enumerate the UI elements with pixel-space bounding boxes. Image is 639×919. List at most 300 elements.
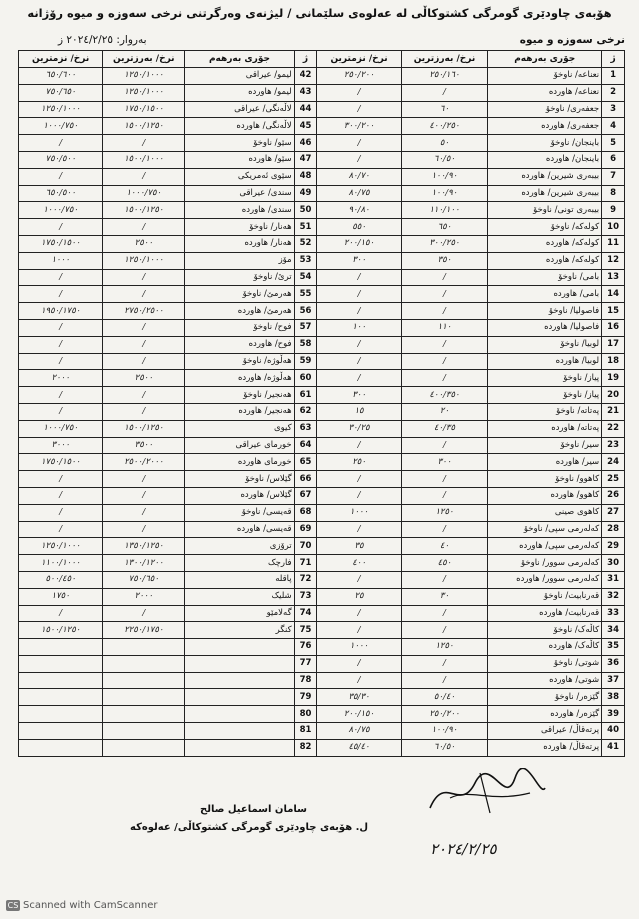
left-high-cell: ١٢٥٠/١٠٠٠ — [103, 252, 185, 269]
right-type-cell: بیبەری شیرین/ هاوردە — [488, 185, 602, 202]
right-low-cell: ٣٠٠/٢٠٠ — [317, 118, 401, 135]
right-num-cell: 27 — [602, 504, 625, 521]
left-high-cell — [103, 723, 185, 740]
left-type-cell: قەیسی/ هاوردە — [185, 521, 294, 538]
col-low-right: نرخ/ نزمترین — [317, 51, 401, 68]
right-high-cell: ٦٠/٥٠ — [401, 151, 488, 168]
signature-icon — [420, 768, 550, 818]
left-num-cell: 79 — [294, 689, 317, 706]
right-type-cell: باینجان/ هاوردە — [488, 151, 602, 168]
table-row — [19, 303, 625, 320]
right-high-cell: ٤٠ — [401, 538, 488, 555]
table-row — [19, 723, 625, 740]
table-row — [19, 487, 625, 504]
left-type-cell: سێوی ئەمریکی — [185, 168, 294, 185]
left-high-cell — [103, 639, 185, 656]
left-num-cell: 58 — [294, 336, 317, 353]
right-high-cell: ٣٠٠/٢٥٠ — [401, 235, 488, 252]
left-num-cell: 65 — [294, 454, 317, 471]
right-type-cell: پیاز/ ناوخۆ — [488, 370, 602, 387]
right-num-cell: 10 — [602, 219, 625, 236]
right-num-cell: 29 — [602, 538, 625, 555]
left-num-cell: 42 — [294, 68, 317, 85]
left-high-cell: / — [103, 168, 185, 185]
right-num-cell: 28 — [602, 521, 625, 538]
left-num-cell: 55 — [294, 286, 317, 303]
left-low-cell: ١٠٠٠/٧٥٠ — [19, 118, 103, 135]
right-high-cell: ٣٥٠ — [401, 252, 488, 269]
left-low-cell: / — [19, 286, 103, 303]
right-low-cell: ٢٥ — [317, 588, 401, 605]
left-low-cell — [19, 739, 103, 756]
left-num-cell: 60 — [294, 370, 317, 387]
right-high-cell: ٥٠/٤٠ — [401, 689, 488, 706]
left-low-cell: ١٧٥٠/١٥٠٠ — [19, 454, 103, 471]
left-high-cell: ٣٥٠٠ — [103, 437, 185, 454]
table-header-row — [19, 51, 625, 68]
right-type-cell: لوبیا/ هاوردە — [488, 353, 602, 370]
left-num-cell: 44 — [294, 101, 317, 118]
left-high-cell — [103, 706, 185, 723]
left-num-cell: 81 — [294, 723, 317, 740]
right-high-cell: / — [401, 437, 488, 454]
left-type-cell: هەرمێ/ ناوخۆ — [185, 286, 294, 303]
right-num-cell: 8 — [602, 185, 625, 202]
left-low-cell — [19, 639, 103, 656]
left-low-cell: ١٠٠٠ — [19, 252, 103, 269]
table-row — [19, 571, 625, 588]
right-high-cell: / — [401, 622, 488, 639]
table-row — [19, 185, 625, 202]
right-num-cell: 23 — [602, 437, 625, 454]
table-row — [19, 471, 625, 488]
table-row — [19, 286, 625, 303]
right-type-cell: بامی/ هاوردە — [488, 286, 602, 303]
right-type-cell: نعناعە/ هاوردە — [488, 84, 602, 101]
table-row — [19, 588, 625, 605]
left-high-cell: ١٣٥٠/١٢٥٠ — [103, 538, 185, 555]
table-row — [19, 504, 625, 521]
col-num-left: ژ — [294, 51, 317, 68]
left-type-cell: هەنجیر/ ناوخۆ — [185, 387, 294, 404]
right-type-cell: باینجان/ ناوخۆ — [488, 135, 602, 152]
right-low-cell: / — [317, 605, 401, 622]
table-row — [19, 555, 625, 572]
right-num-cell: 11 — [602, 235, 625, 252]
left-type-cell — [185, 655, 294, 672]
table-row — [19, 403, 625, 420]
left-num-cell: 51 — [294, 219, 317, 236]
right-type-cell: کەلەرمی سوور/ ناوخۆ — [488, 555, 602, 572]
right-high-cell: / — [401, 571, 488, 588]
left-type-cell: هەنار/ هاوردە — [185, 235, 294, 252]
left-num-cell: 56 — [294, 303, 317, 320]
left-low-cell: / — [19, 168, 103, 185]
table-row — [19, 219, 625, 236]
right-num-cell: 34 — [602, 622, 625, 639]
table-row — [19, 269, 625, 286]
left-type-cell: مۆز — [185, 252, 294, 269]
left-high-cell: / — [103, 521, 185, 538]
right-type-cell: قەرنابیت/ هاوردە — [488, 605, 602, 622]
right-num-cell: 22 — [602, 420, 625, 437]
left-num-cell: 64 — [294, 437, 317, 454]
left-high-cell: ١٥٠٠/١٢٥٠ — [103, 420, 185, 437]
right-high-cell: ٤٠٠/٢٥٠ — [401, 118, 488, 135]
left-low-cell: ٦٥٠/٦٠٠ — [19, 68, 103, 85]
table-row — [19, 118, 625, 135]
right-low-cell: / — [317, 437, 401, 454]
left-high-cell — [103, 672, 185, 689]
left-low-cell: ٦٥٠/٥٠٠ — [19, 185, 103, 202]
right-num-cell: 3 — [602, 101, 625, 118]
right-type-cell: بیبەری تونی/ ناوخۆ — [488, 202, 602, 219]
left-high-cell: ٢٥٠٠ — [103, 370, 185, 387]
right-num-cell: 19 — [602, 370, 625, 387]
left-num-cell: 80 — [294, 706, 317, 723]
table-row — [19, 739, 625, 756]
right-type-cell: کاڵەک/ هاوردە — [488, 639, 602, 656]
right-type-cell: گێزەر/ ناوخۆ — [488, 689, 602, 706]
left-type-cell: خورمای عیراقی — [185, 437, 294, 454]
left-type-cell: ترۆزی — [185, 538, 294, 555]
left-num-cell: 73 — [294, 588, 317, 605]
left-num-cell: 46 — [294, 135, 317, 152]
left-high-cell: ٢٧٥٠/٢٥٠٠ — [103, 303, 185, 320]
table-row — [19, 353, 625, 370]
left-num-cell: 72 — [294, 571, 317, 588]
table-row — [19, 437, 625, 454]
right-type-cell: لوبیا/ ناوخۆ — [488, 336, 602, 353]
left-type-cell — [185, 639, 294, 656]
left-type-cell: هەنجیر/ هاوردە — [185, 403, 294, 420]
right-high-cell: / — [401, 286, 488, 303]
right-type-cell: کەلەرمی سپی/ ناوخۆ — [488, 521, 602, 538]
right-high-cell: ٤٠٠/٣٥٠ — [401, 387, 488, 404]
left-num-cell: 66 — [294, 471, 317, 488]
left-type-cell: خورمای هاوردە — [185, 454, 294, 471]
right-num-cell: 38 — [602, 689, 625, 706]
right-type-cell: کاهوو/ هاوردە — [488, 487, 602, 504]
right-type-cell: فاصولیا/ ناوخۆ — [488, 303, 602, 320]
left-type-cell — [185, 739, 294, 756]
right-low-cell: ٣٠٠ — [317, 387, 401, 404]
left-type-cell: کیوی — [185, 420, 294, 437]
left-high-cell: / — [103, 471, 185, 488]
left-high-cell: / — [103, 504, 185, 521]
left-high-cell: ٢٢٥٠/١٧٥٠ — [103, 622, 185, 639]
left-num-cell: 45 — [294, 118, 317, 135]
right-low-cell: ٢٠٠/١٥٠ — [317, 235, 401, 252]
table-row — [19, 420, 625, 437]
right-high-cell: / — [401, 353, 488, 370]
table-row — [19, 135, 625, 152]
right-num-cell: 30 — [602, 555, 625, 572]
right-low-cell: / — [317, 622, 401, 639]
left-type-cell: هەرمێ/ هاوردە — [185, 303, 294, 320]
right-num-cell: 35 — [602, 639, 625, 656]
right-num-cell: 17 — [602, 336, 625, 353]
table-row — [19, 521, 625, 538]
left-num-cell: 82 — [294, 739, 317, 756]
left-num-cell: 75 — [294, 622, 317, 639]
table-row — [19, 622, 625, 639]
left-num-cell: 49 — [294, 185, 317, 202]
right-low-cell: ١٠٠٠ — [317, 639, 401, 656]
table-row — [19, 672, 625, 689]
left-high-cell: ١٣٠٠/١٢٠٠ — [103, 555, 185, 572]
left-high-cell: / — [103, 269, 185, 286]
table-row — [19, 252, 625, 269]
right-high-cell: / — [401, 605, 488, 622]
left-type-cell: سێو/ ناوخۆ — [185, 135, 294, 152]
right-high-cell: ٢٠ — [401, 403, 488, 420]
left-high-cell: ١٥٠٠/١٢٥٠ — [103, 202, 185, 219]
table-row — [19, 68, 625, 85]
right-high-cell: / — [401, 269, 488, 286]
left-num-cell: 59 — [294, 353, 317, 370]
right-num-cell: 39 — [602, 706, 625, 723]
left-low-cell: ١٢٥٠/١٠٠٠ — [19, 101, 103, 118]
left-high-cell: / — [103, 403, 185, 420]
right-num-cell: 16 — [602, 319, 625, 336]
right-low-cell: / — [317, 286, 401, 303]
right-low-cell: ١٥ — [317, 403, 401, 420]
right-type-cell: کەلەرمی سپی/ هاوردە — [488, 538, 602, 555]
left-high-cell: ٢٥٠٠/٢٠٠٠ — [103, 454, 185, 471]
table-row — [19, 336, 625, 353]
right-high-cell: ٢٥٠/٢٠٠ — [401, 706, 488, 723]
left-type-cell — [185, 672, 294, 689]
left-low-cell: ١٢٥٠/١٠٠٠ — [19, 538, 103, 555]
right-num-cell: 4 — [602, 118, 625, 135]
left-high-cell: / — [103, 336, 185, 353]
left-low-cell: ١١٠٠/١٠٠٠ — [19, 555, 103, 572]
right-low-cell: / — [317, 151, 401, 168]
left-type-cell: سندی/ هاوردە — [185, 202, 294, 219]
right-high-cell: ٤٥٠ — [401, 555, 488, 572]
right-high-cell: / — [401, 487, 488, 504]
right-high-cell: ١٠٠/٩٠ — [401, 168, 488, 185]
left-num-cell: 63 — [294, 420, 317, 437]
scanner-watermark — [6, 900, 158, 911]
right-type-cell: پرتەقاڵ/ عیراقی — [488, 723, 602, 740]
right-type-cell: قەرنابیت/ ناوخۆ — [488, 588, 602, 605]
left-low-cell: ٧٥٠/٦٥٠ — [19, 84, 103, 101]
left-low-cell: ١٧٥٠ — [19, 588, 103, 605]
table-row — [19, 370, 625, 387]
left-low-cell: ١٠٠٠/٧٥٠ — [19, 202, 103, 219]
left-low-cell: / — [19, 319, 103, 336]
right-type-cell: کاهوی صینی — [488, 504, 602, 521]
right-type-cell: کاهوو/ ناوخۆ — [488, 471, 602, 488]
left-high-cell: / — [103, 135, 185, 152]
left-low-cell — [19, 655, 103, 672]
right-type-cell: شوتی/ ناوخۆ — [488, 655, 602, 672]
table-row — [19, 84, 625, 101]
right-low-cell: / — [317, 655, 401, 672]
right-num-cell: 24 — [602, 454, 625, 471]
right-type-cell: سیر/ هاوردە — [488, 454, 602, 471]
table-row — [19, 454, 625, 471]
right-num-cell: 5 — [602, 135, 625, 152]
right-num-cell: 13 — [602, 269, 625, 286]
right-low-cell: ٣٠٠ — [317, 252, 401, 269]
right-high-cell: ١٠٠/٩٠ — [401, 723, 488, 740]
right-low-cell: / — [317, 521, 401, 538]
left-high-cell: ٧٥٠/٦٥٠ — [103, 571, 185, 588]
left-num-cell: 62 — [294, 403, 317, 420]
right-high-cell: ١١٠/١٠٠ — [401, 202, 488, 219]
right-high-cell: ٥٠ — [401, 135, 488, 152]
left-num-cell: 78 — [294, 672, 317, 689]
right-type-cell: گێزەر/ هاوردە — [488, 706, 602, 723]
left-num-cell: 70 — [294, 538, 317, 555]
right-low-cell: / — [317, 84, 401, 101]
right-low-cell: ٢٥٠/٢٠٠ — [317, 68, 401, 85]
right-num-cell: 33 — [602, 605, 625, 622]
watermark-text: Scanned with CamScanner — [23, 900, 158, 911]
left-type-cell: هەڵوژە/ هاوردە — [185, 370, 294, 387]
left-high-cell: / — [103, 319, 185, 336]
left-low-cell: ١٥٠٠/١٢٥٠ — [19, 622, 103, 639]
left-low-cell: / — [19, 605, 103, 622]
left-high-cell: / — [103, 353, 185, 370]
price-table — [18, 50, 625, 757]
right-high-cell: ٣٠٠ — [401, 454, 488, 471]
left-high-cell: ١٢٥٠/١٠٠٠ — [103, 68, 185, 85]
right-num-cell: 18 — [602, 353, 625, 370]
right-low-cell: ٥٥٠ — [317, 219, 401, 236]
left-low-cell: ٣٠٠٠ — [19, 437, 103, 454]
right-low-cell: / — [317, 471, 401, 488]
right-low-cell: / — [317, 672, 401, 689]
right-low-cell: / — [317, 370, 401, 387]
right-num-cell: 9 — [602, 202, 625, 219]
table-row — [19, 639, 625, 656]
left-low-cell: / — [19, 521, 103, 538]
right-high-cell: / — [401, 471, 488, 488]
right-type-cell: فاصولیا/ هاوردە — [488, 319, 602, 336]
col-type-left: جۆری بەرهەم — [185, 51, 294, 68]
right-low-cell: ٣٥ — [317, 538, 401, 555]
right-num-cell: 7 — [602, 168, 625, 185]
left-type-cell: سێو/ هاوردە — [185, 151, 294, 168]
left-num-cell: 69 — [294, 521, 317, 538]
table-row — [19, 387, 625, 404]
right-type-cell: جعفەری/ ناوخۆ — [488, 101, 602, 118]
right-type-cell: کەلەرمی سوور/ هاوردە — [488, 571, 602, 588]
left-type-cell: شلیک — [185, 588, 294, 605]
left-type-cell: فوح/ هاوردە — [185, 336, 294, 353]
right-type-cell: بامی/ ناوخۆ — [488, 269, 602, 286]
left-low-cell: ٢٠٠٠ — [19, 370, 103, 387]
right-low-cell: ١٠٠٠ — [317, 504, 401, 521]
right-type-cell: کاڵەک/ ناوخۆ — [488, 622, 602, 639]
right-low-cell: ٢٥٠ — [317, 454, 401, 471]
right-high-cell: / — [401, 655, 488, 672]
left-low-cell: ١٧٥٠/١٥٠٠ — [19, 235, 103, 252]
left-num-cell: 68 — [294, 504, 317, 521]
left-type-cell: هەنار/ ناوخۆ — [185, 219, 294, 236]
right-num-cell: 31 — [602, 571, 625, 588]
left-high-cell — [103, 739, 185, 756]
right-type-cell: کولەکە/ هاوردە — [488, 235, 602, 252]
left-num-cell: 50 — [294, 202, 317, 219]
right-high-cell: ١٢٥٠ — [401, 504, 488, 521]
left-num-cell: 71 — [294, 555, 317, 572]
col-type-right: جۆری بەرهەم — [488, 51, 602, 68]
left-type-cell: گێلاس/ ناوخۆ — [185, 471, 294, 488]
left-low-cell — [19, 689, 103, 706]
right-num-cell: 25 — [602, 471, 625, 488]
left-type-cell: کنگر — [185, 622, 294, 639]
right-low-cell: ٤٠٠ — [317, 555, 401, 572]
right-num-cell: 40 — [602, 723, 625, 740]
right-high-cell: ٦٥٠ — [401, 219, 488, 236]
table-row — [19, 605, 625, 622]
left-low-cell — [19, 706, 103, 723]
left-num-cell: 76 — [294, 639, 317, 656]
right-high-cell: / — [401, 336, 488, 353]
right-type-cell: پەتاتە/ ناوخۆ — [488, 403, 602, 420]
table-row — [19, 151, 625, 168]
right-num-cell: 32 — [602, 588, 625, 605]
left-num-cell: 43 — [294, 84, 317, 101]
left-type-cell — [185, 706, 294, 723]
right-high-cell: ١٠٠/٩٠ — [401, 185, 488, 202]
left-type-cell: سندی/ عیراقی — [185, 185, 294, 202]
table-row — [19, 235, 625, 252]
right-num-cell: 2 — [602, 84, 625, 101]
left-high-cell — [103, 655, 185, 672]
signatory-role: ل. هۆبەی چاودێری گومرگی کشتوکاڵی/ عەلوەکە — [130, 822, 369, 833]
left-type-cell — [185, 723, 294, 740]
left-low-cell: ٧٥٠/٥٠٠ — [19, 151, 103, 168]
left-low-cell: / — [19, 336, 103, 353]
right-low-cell: ٢٠٠/١٥٠ — [317, 706, 401, 723]
table-row — [19, 689, 625, 706]
right-type-cell: پیاز/ ناوخۆ — [488, 387, 602, 404]
left-high-cell: / — [103, 387, 185, 404]
left-num-cell: 67 — [294, 487, 317, 504]
right-type-cell: سیر/ ناوخۆ — [488, 437, 602, 454]
right-low-cell: ٣٥/٣٠ — [317, 689, 401, 706]
left-type-cell: لاڵەنگی/ عیراقی — [185, 101, 294, 118]
right-type-cell: شوتی/ هاوردە — [488, 672, 602, 689]
left-low-cell: / — [19, 135, 103, 152]
right-low-cell: ٨٠/٧٥ — [317, 723, 401, 740]
left-type-cell: ترێ/ ناوخۆ — [185, 269, 294, 286]
table-row — [19, 101, 625, 118]
left-low-cell: / — [19, 504, 103, 521]
col-num-right: ژ — [602, 51, 625, 68]
right-low-cell: ١٠٠ — [317, 319, 401, 336]
left-high-cell: ١٢٥٠/١٠٠٠ — [103, 84, 185, 101]
left-type-cell: گێلاس/ هاوردە — [185, 487, 294, 504]
left-high-cell — [103, 689, 185, 706]
left-low-cell: / — [19, 403, 103, 420]
left-low-cell: ٥٠٠/٤٥٠ — [19, 571, 103, 588]
left-high-cell: ١٥٠٠/١٢٥٠ — [103, 118, 185, 135]
right-low-cell: / — [317, 336, 401, 353]
date-label: بەروار: ٢٠٢٤/٢/٢٥ ز — [58, 34, 147, 46]
col-high-left: نرخ/ بەرزترین — [103, 51, 185, 68]
right-num-cell: 20 — [602, 387, 625, 404]
left-low-cell: / — [19, 471, 103, 488]
right-num-cell: 36 — [602, 655, 625, 672]
left-low-cell: / — [19, 353, 103, 370]
